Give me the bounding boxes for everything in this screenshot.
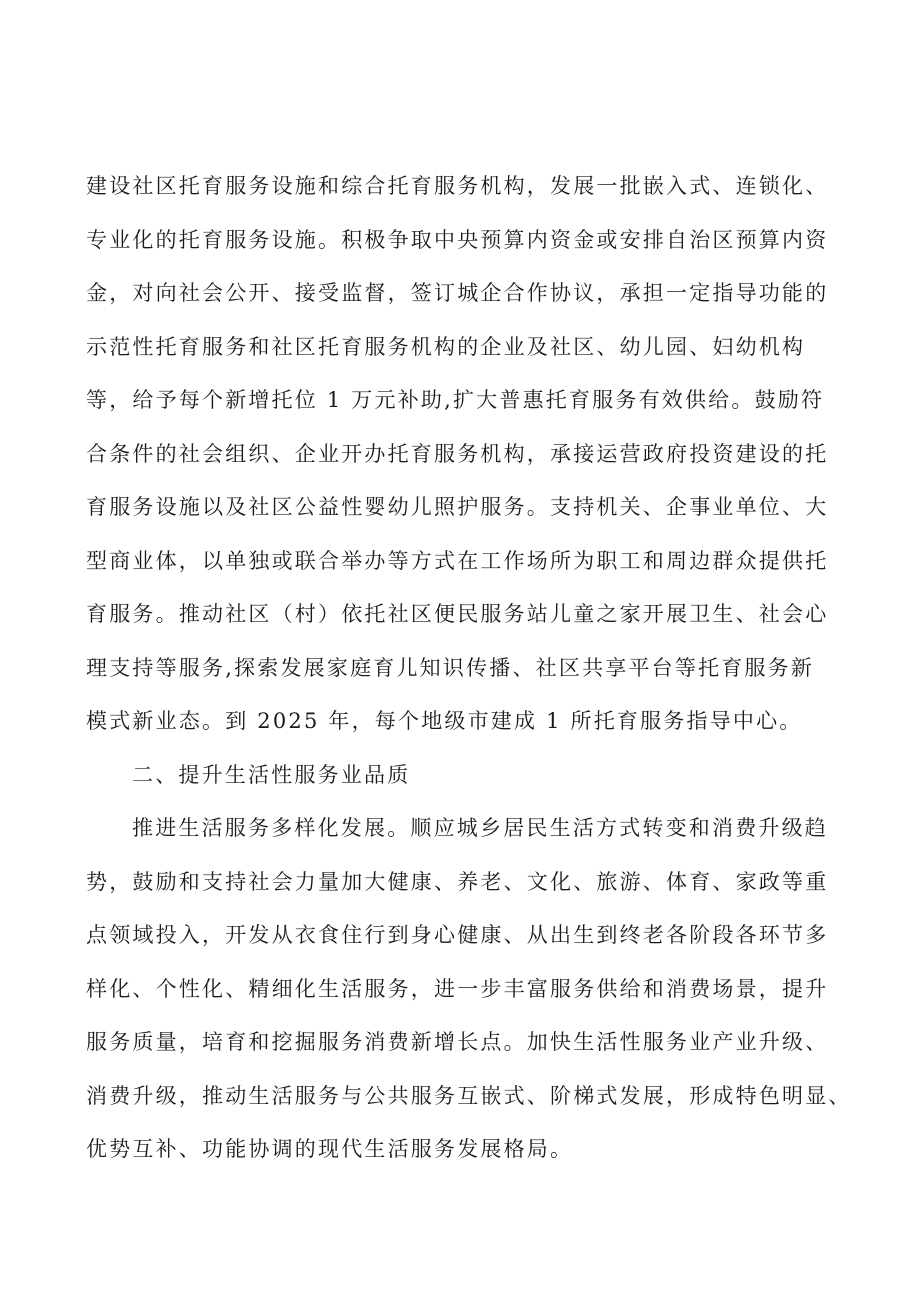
paragraph-childcare (86, 160, 866, 749)
paragraph-line: 专业化的托育服务设施。积极争取中央预算内资金或安排自治区预算内资 (86, 227, 829, 252)
paragraph-line: 育服务设施以及社区公益性婴幼儿照护服务。支持机关、企事业单位、大 (86, 495, 829, 519)
paragraph-line: 示范性托育服务和社区托育服务机构的企业及社区、幼儿园、妇幼机构 (86, 334, 806, 359)
paragraph-line: 合条件的社会组织、企业开办托育服务机构，承接运营政府投资建设的托 (86, 441, 829, 466)
paragraph-line: 优势互补、功能协调的现代生活服务发展格局。 (86, 1137, 574, 1161)
paragraph-line: 点领域投入，开发从衣食住行到身心健康、从出生到终老各阶段各环节多 (86, 923, 829, 947)
paragraph-line: 推进生活服务多样化发展。顺应城乡居民生活方式转变和消费升级趋 (132, 816, 828, 840)
paragraph-line: 金，对向社会公开、接受监督，签订城企合作协议，承担一定指导功能的 (86, 281, 829, 305)
paragraph-line: 建设社区托育服务设施和综合托育服务机构，发展一批嵌入式、连锁化、 (86, 174, 829, 198)
paragraph-line: 型商业体，以单独或联合举办等方式在工作场所为职工和周边群众提供托 (86, 548, 829, 573)
paragraph-line: 消费升级，推动生活服务与公共服务互嵌式、阶梯式发展，形成特色明显、 (86, 1083, 852, 1108)
paragraph-line: 等，给予每个新增托位 1 万元补助,扩大普惠托育服务有效供给。鼓励符 (86, 388, 825, 412)
paragraph-life-services (86, 802, 866, 1177)
paragraph-line: 育服务。推动社区（村）依托社区便民服务站儿童之家开展卫生、社会心 (86, 602, 829, 626)
section-heading: 二、提升生活性服务业品质 (132, 762, 411, 787)
paragraph-line: 理支持等服务,探索发展家庭育儿知识传播、社区共享平台等托育服务新 (86, 655, 815, 680)
paragraph-line: 服务质量，培育和挖掘服务消费新增长点。加快生活性服务业产业升级、 (86, 1030, 829, 1054)
paragraph-line: 样化、个性化、精细化生活服务，进一步丰富服务供给和消费场景，提升 (86, 976, 829, 1001)
document-body (86, 160, 866, 1177)
paragraph-line: 势，鼓励和支持社会力量加大健康、养老、文化、旅游、体育、家政等重 (86, 869, 829, 894)
paragraph-line: 模式新业态。到 2025 年，每个地级市建成 1 所托育服务指导中心。 (86, 709, 803, 733)
